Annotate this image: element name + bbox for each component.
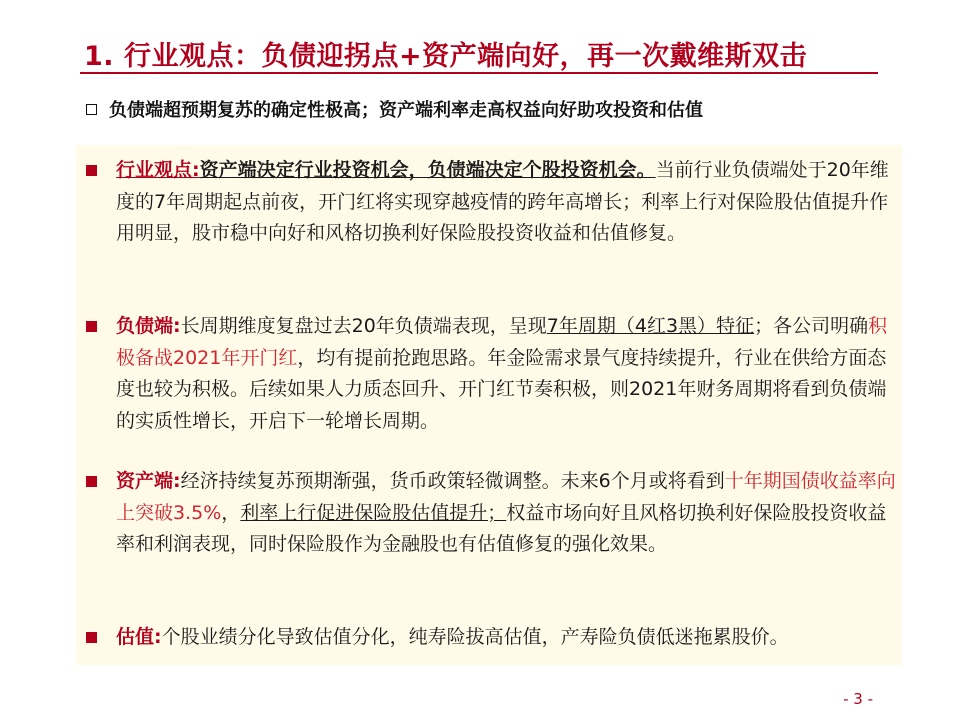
title-divider <box>80 72 878 74</box>
bullet-bold-text: 资产端决定行业投资机会，负债端决定个股投资机会。 <box>199 159 656 181</box>
red-square-bullet-icon <box>86 321 97 332</box>
bullet-underlined-text: 7年周期（4红3黑）特征 <box>546 315 755 337</box>
bullet-label: 行业观点: <box>116 159 200 181</box>
hollow-square-bullet-icon <box>86 104 97 115</box>
bullet-text: ；各公司明确 <box>754 315 869 337</box>
bullet-text: ，均有提前抢跑思路。年金险需求景气度持续提升，行业在供给方面态度也较为积极。后续如果人力质态回升、开门红节奏积极，则2021年财务周期将看到负债端的实质性增长，开启下一轮增长周期。 <box>116 346 887 432</box>
subtitle-text: 负债端超预期复苏的确定性极高；资产端利率走高权益向好助攻投资和估值 <box>109 100 703 121</box>
page-number: - 3 - <box>843 690 873 708</box>
red-square-bullet-icon <box>86 165 97 176</box>
bullet-industry-view <box>116 155 896 250</box>
bullet-text: 个股业绩分化导致估值分化，纯寿险拔高估值，产寿险负债低迷拖累股价。 <box>161 626 789 648</box>
bullet-label: 资产端: <box>116 470 181 492</box>
red-square-bullet-icon <box>86 632 97 643</box>
bullet-label: 负债端: <box>116 315 181 337</box>
slide-title: 1. 行业观点：负债迎拐点+资产端向好，再一次戴维斯双击 <box>84 41 808 72</box>
bullet-text: 经济持续复苏预期渐强，货币政策轻微调整。未来6个月或将看到 <box>180 470 725 492</box>
bullet-highlight-text: 十年期国债收益率向上突破3.5% <box>116 470 896 524</box>
red-square-bullet-icon <box>86 476 97 487</box>
bullet-label: 估值: <box>116 626 162 648</box>
bullet-asset-side <box>116 466 896 561</box>
bullet-text: 当前行业负债端处于20年维度的7年周期起点前夜，开门红将实现穿越疫情的跨年高增长；利率上行对保险股估值提升作用明显，股市稳中向好和风格切换利好保险股投资收益和估值修复。 <box>116 159 889 244</box>
bullet-highlight-text: 积极备战2021年开门红 <box>116 315 888 369</box>
bullet-text: 权益市场向好且风格切换利好保险股投资收益率和利润表现，同时保险股作为金融股也有估值修复的强化效果。 <box>116 501 887 555</box>
bullet-text: 长周期维度复盘过去20年负债端表现，呈现 <box>180 315 547 337</box>
bullet-liability-side <box>116 311 896 437</box>
bullet-underlined-text: 利率上行促进保险股估值提升； <box>240 501 507 524</box>
bullet-text: ， <box>221 501 241 524</box>
bullet-valuation <box>116 622 896 654</box>
slide-subtitle <box>86 96 886 122</box>
